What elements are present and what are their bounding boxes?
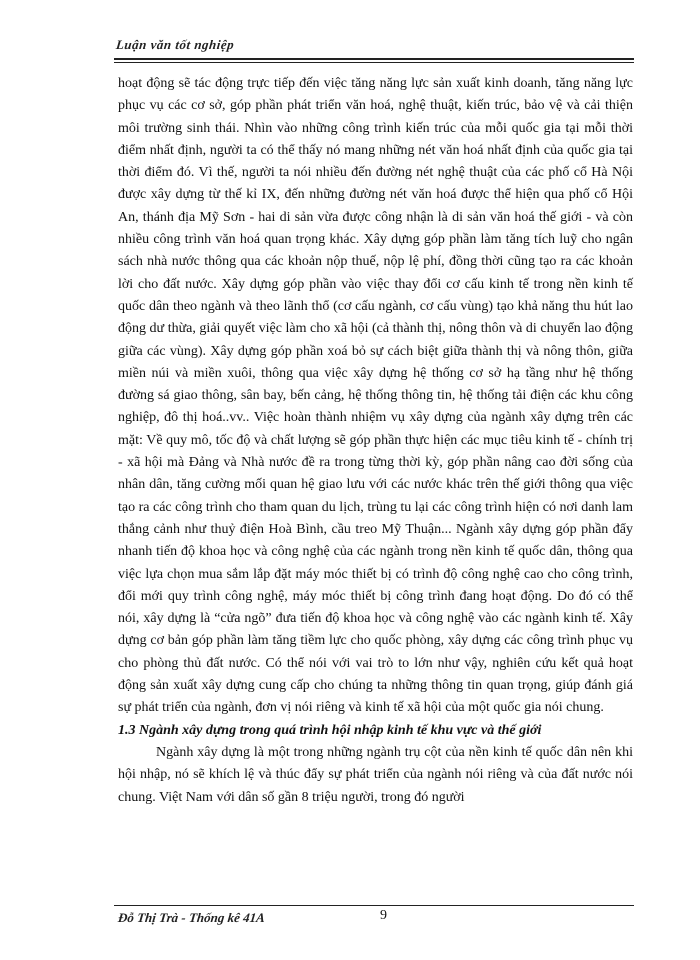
page-body [118, 73, 633, 809]
footer-rule [114, 905, 634, 906]
page-number: 9 [380, 908, 387, 923]
footer-author: Đỗ Thị Trà - Thống kê 41A [117, 910, 266, 925]
header-rule [114, 58, 634, 60]
header-title: Luận văn tốt nghiệp [115, 37, 236, 52]
section-heading: 1.3 Ngành xây dựng trong quá trình hội nhập kinh tế khu vực và thế giới [118, 722, 542, 738]
body-paragraph: hoạt động sẽ tác động trực tiếp đến việc tăng năng lực sản xuất kinh doanh, tăng năng lực phục vụ các cơ sở, góp phần phát triển văn hoá, nghệ thuật, kiến trúc, bảo vệ và cải thiện môi trường sinh thái. Nhìn vào những công trình kiến trúc của mỗi quốc gia tại mỗi thời điểm nhất định, người ta có thể thấy nó mang những nét văn hoá nhất định của quốc gia tại thời điểm đó. Vì thế, người ta nói nhiều đến đường nét nghệ thuật của các phố cổ Hà Nội được xây dựng từ thế kỉ IX, đến những đường nét văn hoá được thể hiện qua phố cổ Hội An, thánh địa Mỹ Sơn - hai di sản vừa được công nhận là di sản văn hoá thế giới - và còn nhiều công trình văn hoá quan trọng khác. Xây dựng góp phần làm tăng tích luỹ cho ngân sách nhà nước thông qua các khoản nộp thuế, nộp lệ phí, đồng thời cũng tạo ra các khoản lời cho đất nước. Xây dựng góp phần vào việc thay đổi cơ cấu kinh tế trong nền kinh tế quốc dân theo ngành và theo lãnh thổ (cơ cấu ngành, cơ cấu vùng) tạo khả năng thu hút lao động dư thừa, giải quyết việc làm cho xã hội (cả thành thị, nông thôn và di chuyển lao động giữa các vùng). Xây dựng góp phần xoá bỏ sự cách biệt giữa thành thị và nông thôn, giữa miền núi và miền xuôi, thông qua việc xây dựng hệ thống cơ sở hạ tầng như hệ thống đường sá giao thông, sân bay, bến cảng, hệ thống thông tin, hệ thống tải điện các khu công nghiệp, đô thị hoá..vv.. Việc hoàn thành nhiệm vụ xây dựng của ngành xây dựng trên các mặt: Về quy mô, tốc độ và chất lượng sẽ góp phần thực hiện các mục tiêu kinh tế - chính trị - xã hội mà Đảng và Nhà nước đề ra trong từng thời kỳ, góp phần nâng cao đời sống của nhân dân, tăng cường mối quan hệ giao lưu với các nước khác trên thế giới thông qua việc tạo ra các công trình cho tham quan du lịch, trùng tu lại các công trình hiện có nơi danh lam thắng cảnh như thuỷ điện Hoà Bình, cầu treo Mỹ Thuận... Ngành xây dựng góp phần đẩy nhanh tiến độ khoa học và công nghệ của các ngành trong nền kinh tế quốc dân, thông qua việc lựa chọn mua sắm lắp đặt máy móc thiết bị có trình độ công nghệ cao cho công trình, đổi mới quy trình công nghệ, máy móc thiết bị công trình đang hoạt động. Do đó có thể nói, xây dựng là “cửa ngõ” đưa tiến độ khoa học và công nghệ vào các ngành kinh tế. Xây dựng cơ bản góp phần làm tăng tiềm lực cho quốc phòng, xây dựng các công trình phục vụ cho phòng thủ đất nước. Có thể nói với vai trò to lớn như vậy, nghiên cứu kết quả hoạt động sản xuất xây dựng cung cấp cho chúng ta những thông tin quan trọng, giúp đánh giá sự phát triển của ngành, đơn vị nói riêng và kinh tế xã hội của một quốc gia nói chung. [118, 76, 633, 716]
section-paragraph: Ngành xây dựng là một trong những ngành trụ cột của nền kinh tế quốc dân nên khi hội nhập, nó sẽ khích lệ và thúc đẩy sự phát triển của ngành nói riêng và của đất nước nói chung. Việt Nam với dân số gần 8 triệu người, trong đó người [118, 744, 633, 805]
header-rule-thin [114, 62, 634, 63]
